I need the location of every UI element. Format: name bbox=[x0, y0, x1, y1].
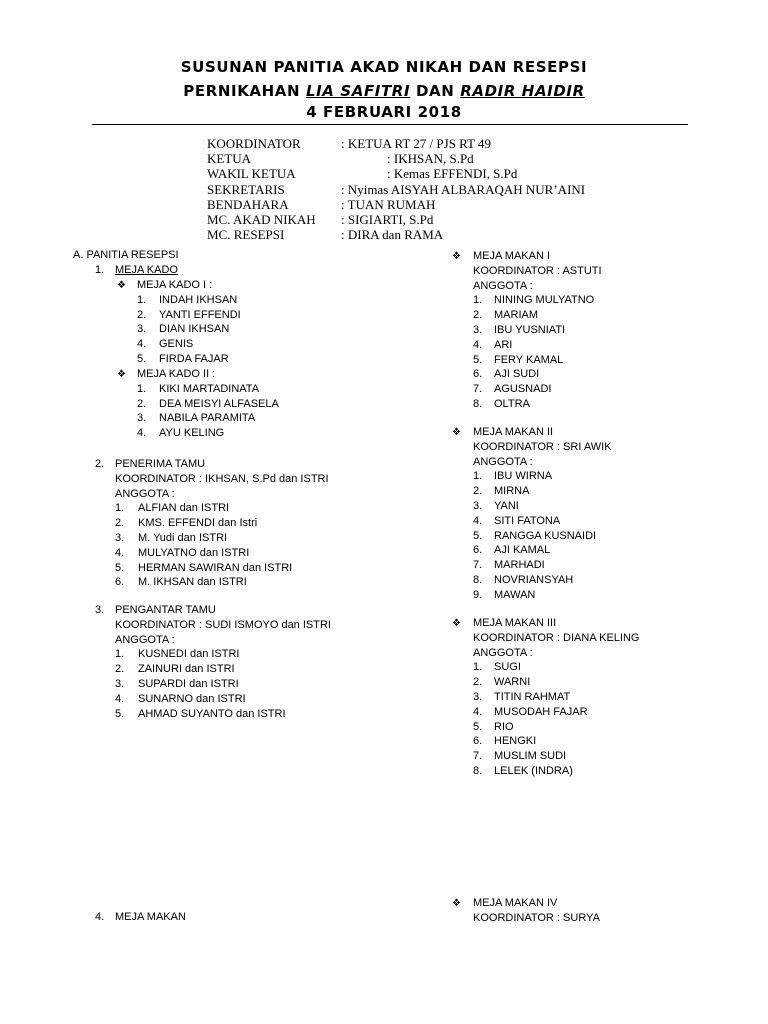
list-number: 7. bbox=[473, 750, 483, 763]
official-role: MC. RESEPSI bbox=[207, 227, 285, 243]
official-role: SEKRETARIS bbox=[207, 181, 285, 197]
diamond-bullet-icon: ❖ bbox=[117, 280, 126, 291]
meja-makan-1-koordinator: KOORDINATOR : ASTUTI bbox=[473, 264, 602, 277]
meja-makan-1-anggota-label: ANGGOTA : bbox=[473, 279, 533, 292]
penerima-tamu-member: HERMAN SAWIRAN dan ISTRI bbox=[138, 561, 293, 574]
meja-kado-2-member: KIKI MARTADINATA bbox=[159, 382, 260, 395]
list-number: 4. bbox=[137, 338, 147, 351]
section-a-heading: A. PANITIA RESEPSI bbox=[73, 249, 179, 261]
diamond-bullet-icon: ❖ bbox=[117, 369, 126, 380]
list-number: 6. bbox=[473, 544, 483, 557]
list-number: 2. bbox=[473, 676, 483, 689]
meja-kado-2-member: DEA MEISYI ALFASELA bbox=[159, 397, 279, 410]
list-number: 8. bbox=[473, 574, 483, 586]
document-title: SUSUNAN PANITIA AKAD NIKAH DAN RESEPSI bbox=[180, 58, 588, 76]
list-number: 2. bbox=[115, 517, 125, 530]
couple-and: DAN bbox=[415, 82, 455, 100]
meja-makan-1-member: ARI bbox=[494, 338, 513, 351]
pengantar-tamu-member: SUPARDI dan ISTRI bbox=[138, 678, 239, 690]
list-number: 4. bbox=[473, 705, 483, 718]
list-number: 5. bbox=[115, 561, 125, 574]
list-number: 6. bbox=[115, 576, 125, 589]
list-number: 3. bbox=[473, 691, 483, 703]
list-number: 2. bbox=[473, 485, 483, 498]
list-number: 7. bbox=[473, 383, 483, 396]
list-number: 6. bbox=[473, 735, 483, 748]
list-number: 1. bbox=[473, 470, 483, 483]
meja-makan-1-heading: MEJA MAKAN I bbox=[473, 250, 551, 262]
penerima-tamu-member: M. IKHSAN dan ISTRI bbox=[138, 576, 247, 589]
official-role: WAKIL KETUA bbox=[207, 166, 296, 182]
diamond-bullet-icon: ❖ bbox=[452, 898, 461, 909]
meja-makan-4-heading: MEJA MAKAN IV bbox=[473, 897, 558, 909]
list-number: 4. bbox=[115, 692, 125, 705]
official-value: : Nyimas AISYAH ALBARAQAH NUR’AINI bbox=[341, 181, 586, 197]
meja-makan-1-member: AGUSNADI bbox=[494, 383, 552, 396]
list-number: 3. bbox=[115, 678, 125, 690]
list-number: 5. bbox=[115, 707, 125, 720]
meja-makan-3-member: MUSLIM SUDI bbox=[494, 750, 567, 763]
meja-makan-2-member: NOVRIANSYAH bbox=[494, 574, 574, 586]
meja-kado-2-member: AYU KELING bbox=[159, 427, 225, 440]
official-value: : DIRA dan RAMA bbox=[341, 227, 444, 243]
list-number: 3. bbox=[473, 324, 483, 336]
list-number: 3. bbox=[137, 323, 147, 336]
meja-makan-2-member: YANI bbox=[494, 500, 519, 512]
meja-kado-1-heading: MEJA KADO I : bbox=[137, 279, 213, 291]
list-number: 6. bbox=[473, 368, 483, 381]
list-number: 4. bbox=[473, 514, 483, 527]
meja-kado-1-member: FIRDA FAJAR bbox=[159, 353, 229, 365]
official-value: : SIGIARTI, S.Pd bbox=[341, 212, 434, 227]
meja-kado-1-member: INDAH IKHSAN bbox=[159, 293, 238, 306]
meja-makan-2-member: MAWAN bbox=[494, 588, 536, 601]
pengantar-tamu-member: AHMAD SUYANTO dan ISTRI bbox=[138, 707, 286, 720]
diamond-bullet-icon: ❖ bbox=[452, 618, 461, 629]
penerima-tamu-anggota-label: ANGGOTA : bbox=[115, 487, 175, 500]
list-number: 2. bbox=[137, 397, 147, 410]
meja-makan-2-member: MIRNA bbox=[494, 485, 530, 498]
official-value: : Kemas EFFENDI, S.Pd bbox=[387, 166, 518, 182]
meja-kado-1-member: GENIS bbox=[159, 338, 194, 351]
wedding-date: 4 FEBRUARI 2018 bbox=[306, 103, 462, 121]
item-number: 1. bbox=[95, 264, 105, 276]
pengantar-tamu-anggota-label: ANGGOTA : bbox=[115, 633, 175, 646]
list-number: 3. bbox=[137, 412, 147, 425]
list-number: 8. bbox=[473, 765, 483, 777]
meja-kado-2-heading: MEJA KADO II : bbox=[137, 368, 216, 380]
meja-makan-2-heading: MEJA MAKAN II bbox=[473, 426, 554, 438]
list-number: 1. bbox=[137, 293, 147, 306]
list-number: 1. bbox=[473, 294, 483, 307]
couple-line bbox=[0, 82, 768, 100]
meja-makan-2-member: RANGGA KUSNAIDI bbox=[494, 529, 597, 542]
pengantar-tamu-koordinator: KOORDINATOR : SUDI ISMOYO dan ISTRI bbox=[115, 618, 331, 631]
list-number: 7. bbox=[473, 559, 483, 572]
list-number: 2. bbox=[137, 308, 147, 321]
bride-name: LIA SAFITRI bbox=[305, 82, 411, 100]
pengantar-tamu-member: KUSNEDI dan ISTRI bbox=[138, 648, 240, 661]
couple-prefix: PERNIKAHAN bbox=[183, 82, 301, 100]
list-number: 8. bbox=[473, 398, 483, 410]
list-number: 1. bbox=[115, 648, 125, 661]
pengantar-tamu-member: SUNARNO dan ISTRI bbox=[138, 692, 246, 705]
official-role: KOORDINATOR bbox=[207, 136, 301, 151]
pengantar-tamu-heading: PENGANTAR TAMU bbox=[115, 604, 216, 616]
meja-makan-3-member: RIO bbox=[494, 720, 514, 733]
item-number: 2. bbox=[95, 458, 105, 470]
penerima-tamu-koordinator: KOORDINATOR : IKHSAN, S.Pd dan ISTRI bbox=[115, 472, 329, 485]
list-number: 1. bbox=[473, 661, 483, 674]
penerima-tamu-member: MULYATNO dan ISTRI bbox=[138, 546, 250, 559]
meja-makan-3-koordinator: KOORDINATOR : DIANA KELING bbox=[473, 631, 640, 644]
pengantar-tamu-member: ZAINURI dan ISTRI bbox=[138, 663, 235, 676]
meja-makan-2-member: MARHADI bbox=[494, 559, 545, 572]
meja-kado-2-member: NABILA PARAMITA bbox=[159, 412, 256, 425]
meja-makan-1-member: IBU YUSNIATI bbox=[494, 324, 566, 336]
groom-name: RADIR HAIDIR bbox=[460, 82, 585, 100]
meja-makan-2-member: IBU WIRNA bbox=[494, 470, 553, 483]
header-divider bbox=[92, 124, 688, 125]
meja-kado-heading: MEJA KADO bbox=[115, 264, 178, 276]
list-number: 4. bbox=[115, 546, 125, 559]
meja-makan-3-member: LELEK (INDRA) bbox=[494, 765, 573, 777]
official-role: MC. AKAD NIKAH bbox=[207, 212, 316, 227]
penerima-tamu-member: ALFIAN dan ISTRI bbox=[138, 502, 230, 515]
list-number: 5. bbox=[473, 720, 483, 733]
list-number: 3. bbox=[115, 532, 125, 544]
item-number: 4. bbox=[95, 911, 105, 923]
meja-kado-1-member: DIAN IKHSAN bbox=[159, 323, 230, 336]
meja-makan-3-member: MUSODAH FAJAR bbox=[494, 705, 588, 718]
meja-makan-2-member: AJI KAMAL bbox=[494, 544, 551, 557]
penerima-tamu-member: KMS. EFFENDI dan Istri bbox=[138, 517, 258, 530]
list-number: 3. bbox=[473, 500, 483, 512]
meja-makan-1-member: FERY KAMAL bbox=[494, 353, 564, 366]
meja-makan-1-member: AJI SUDI bbox=[494, 368, 540, 381]
meja-makan-3-anggota-label: ANGGOTA : bbox=[473, 646, 533, 659]
meja-makan-3-member: TITIN RAHMAT bbox=[494, 691, 571, 703]
meja-makan-2-koordinator: KOORDINATOR : SRI AWIK bbox=[473, 440, 612, 453]
meja-kado-1-member: YANTI EFFENDI bbox=[159, 308, 241, 321]
meja-makan-1-member: NINING MULYATNO bbox=[494, 294, 595, 307]
list-number: 9. bbox=[473, 588, 483, 601]
list-number: 5. bbox=[473, 353, 483, 366]
meja-makan-1-member: OLTRA bbox=[494, 398, 530, 410]
meja-makan-3-heading: MEJA MAKAN III bbox=[473, 617, 557, 629]
official-value: : KETUA RT 27 / PJS RT 49 bbox=[341, 136, 492, 151]
diamond-bullet-icon: ❖ bbox=[452, 427, 461, 438]
official-role: KETUA bbox=[207, 151, 252, 167]
meja-makan-1-member: MARIAM bbox=[494, 309, 538, 322]
meja-makan-2-anggota-label: ANGGOTA : bbox=[473, 455, 533, 468]
meja-makan-3-member: WARNI bbox=[494, 676, 531, 689]
diamond-bullet-icon: ❖ bbox=[452, 251, 461, 262]
list-number: 2. bbox=[115, 663, 125, 676]
list-number: 2. bbox=[473, 309, 483, 322]
official-value: : TUAN RUMAH bbox=[341, 196, 436, 212]
list-number: 1. bbox=[137, 382, 147, 395]
official-role: BENDAHARA bbox=[207, 196, 289, 212]
list-number: 1. bbox=[115, 502, 125, 515]
official-value: : IKHSAN, S.Pd bbox=[387, 151, 474, 167]
meja-makan-4-koordinator: KOORDINATOR : SURYA bbox=[473, 911, 600, 924]
list-number: 5. bbox=[137, 353, 147, 365]
item-number: 3. bbox=[95, 604, 105, 616]
list-number: 5. bbox=[473, 529, 483, 542]
list-number: 4. bbox=[473, 338, 483, 351]
meja-makan-3-member: SUGI bbox=[494, 661, 521, 674]
penerima-tamu-heading: PENERIMA TAMU bbox=[115, 458, 206, 470]
meja-makan-2-member: SITI FATONA bbox=[494, 514, 561, 527]
meja-makan-heading: MEJA MAKAN bbox=[115, 911, 186, 923]
list-number: 4. bbox=[137, 427, 147, 440]
penerima-tamu-member: M. Yudi dan ISTRI bbox=[138, 532, 228, 544]
meja-makan-3-member: HENGKI bbox=[494, 735, 537, 748]
